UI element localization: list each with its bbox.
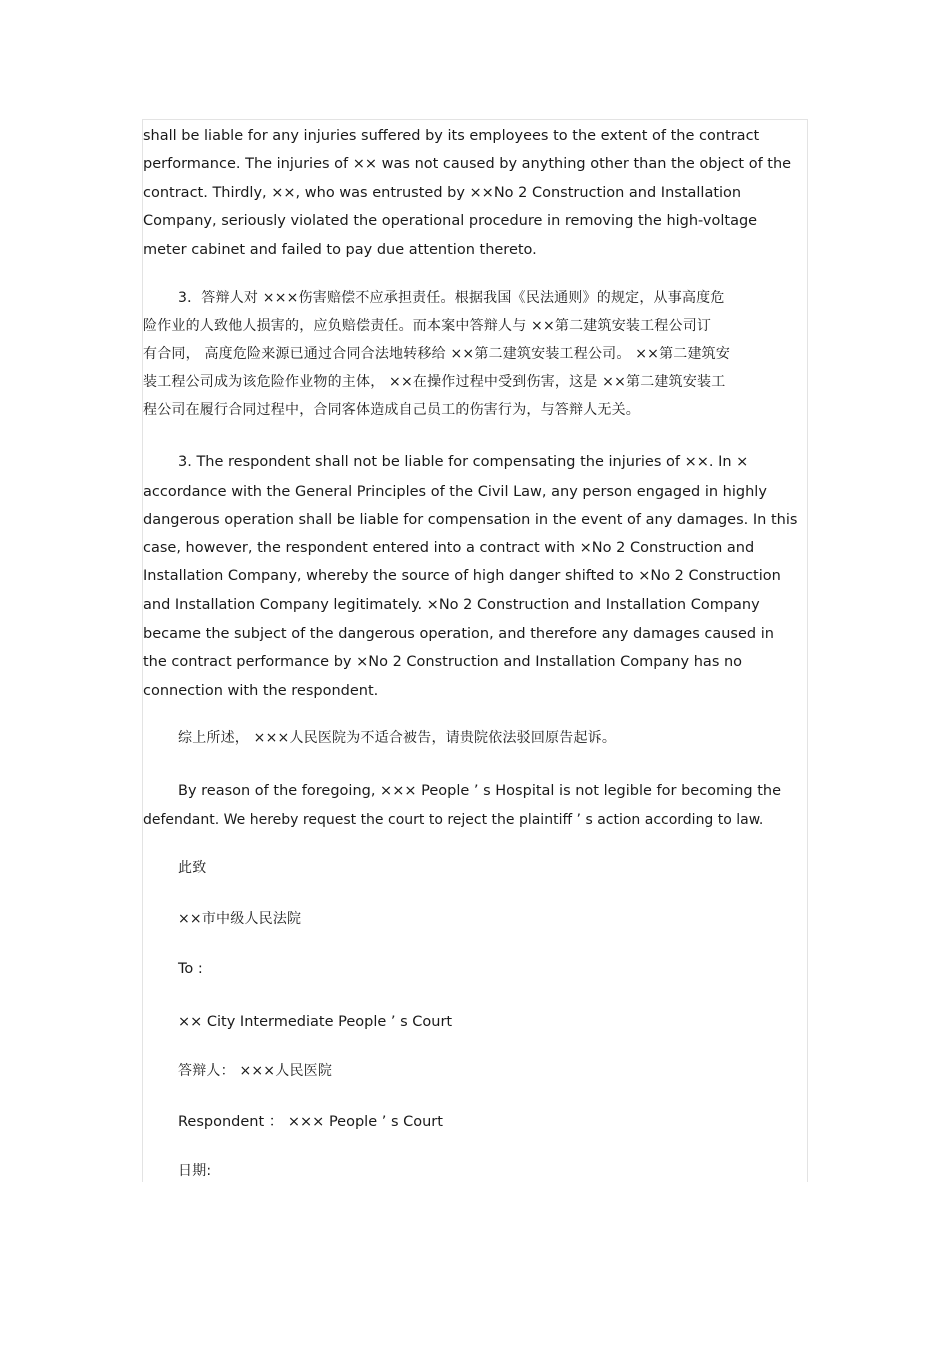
respondent-line: Respondent ： ××× People ’ s Court: [178, 1114, 443, 1130]
paragraph-line: 程公司在履行合同过程中，合同客体造成自己员工的伤害行为，与答辩人无关。: [143, 402, 640, 418]
paragraph-line: case, however, the respondent entered into a contract with ×No 2 Construction and: [143, 540, 755, 556]
paragraph-line: the contract performance by ×No 2 Construction and Installation Company has no: [143, 654, 743, 670]
closing-salutation: 此致: [178, 860, 207, 876]
paragraph-line: By reason of the foregoing, ××× People ’ s Hospital is not legible for becoming the: [178, 783, 782, 799]
page-frame-top-border: [143, 119, 808, 120]
paragraph-line: meter cabinet and failed to pay due attention thereto.: [143, 242, 537, 258]
paragraph-line: connection with the respondent.: [143, 683, 379, 699]
paragraph-line: dangerous operation shall be liable for compensation in the event of any damages. In this: [143, 512, 798, 528]
paragraph-line: 综上所述， ×××人民医院为不适合被告，请贵院依法驳回原告起诉。: [178, 730, 617, 746]
paragraph-line: became the subject of the dangerous operation, and therefore any damages caused in: [143, 626, 774, 642]
closing-salutation: To :: [178, 961, 203, 977]
paragraph-line: 装工程公司成为该危险作业物的主体， ××在操作过程中受到伤害，这是 ××第二建筑安装工: [143, 374, 726, 390]
paragraph-line: 3. The respondent shall not be liable for compensating the injuries of ××. In ×: [178, 454, 749, 470]
court-name: ×× City Intermediate People ’ s Court: [178, 1014, 453, 1030]
paragraph-line: accordance with the General Principles of the Civil Law, any person engaged in highly: [143, 484, 767, 500]
paragraph-line: defendant. We hereby request the court to reject the plaintiff ’ s action according to law.: [143, 812, 764, 828]
date-label: 日期:: [178, 1163, 212, 1179]
page-frame-right-border: [807, 119, 808, 1182]
paragraph-line: contract. Thirdly, ××, who was entrusted by ××No 2 Construction and Installation: [143, 185, 742, 201]
paragraph-line: performance. The injuries of ×× was not caused by anything other than the object of the: [143, 156, 792, 172]
paragraph-line: Company, seriously violated the operational procedure in removing the high-voltage: [143, 213, 758, 229]
paragraph-line: shall be liable for any injuries suffered by its employees to the extent of the contract: [143, 128, 760, 144]
page-frame-left-border: [142, 119, 143, 1182]
paragraph-line: Installation Company, whereby the source of high danger shifted to ×No 2 Construction: [143, 568, 781, 584]
paragraph-line: 险作业的人致他人损害的，应负赔偿责任。而本案中答辩人与 ××第二建筑安装工程公司订: [143, 318, 712, 334]
paragraph-line: 有合同， 高度危险来源已通过合同合法地转移给 ××第二建筑安装工程公司。 ××第二建筑安: [143, 346, 731, 362]
paragraph-line: 3．答辩人对 ×××伤害赔偿不应承担责任。根据我国《民法通则》的规定，从事高度危: [178, 290, 725, 306]
respondent-line: 答辩人： ×××人民医院: [178, 1063, 333, 1079]
court-name: ××市中级人民法院: [178, 911, 302, 927]
paragraph-line: and Installation Company legitimately. ×No 2 Construction and Installation Company: [143, 597, 760, 613]
